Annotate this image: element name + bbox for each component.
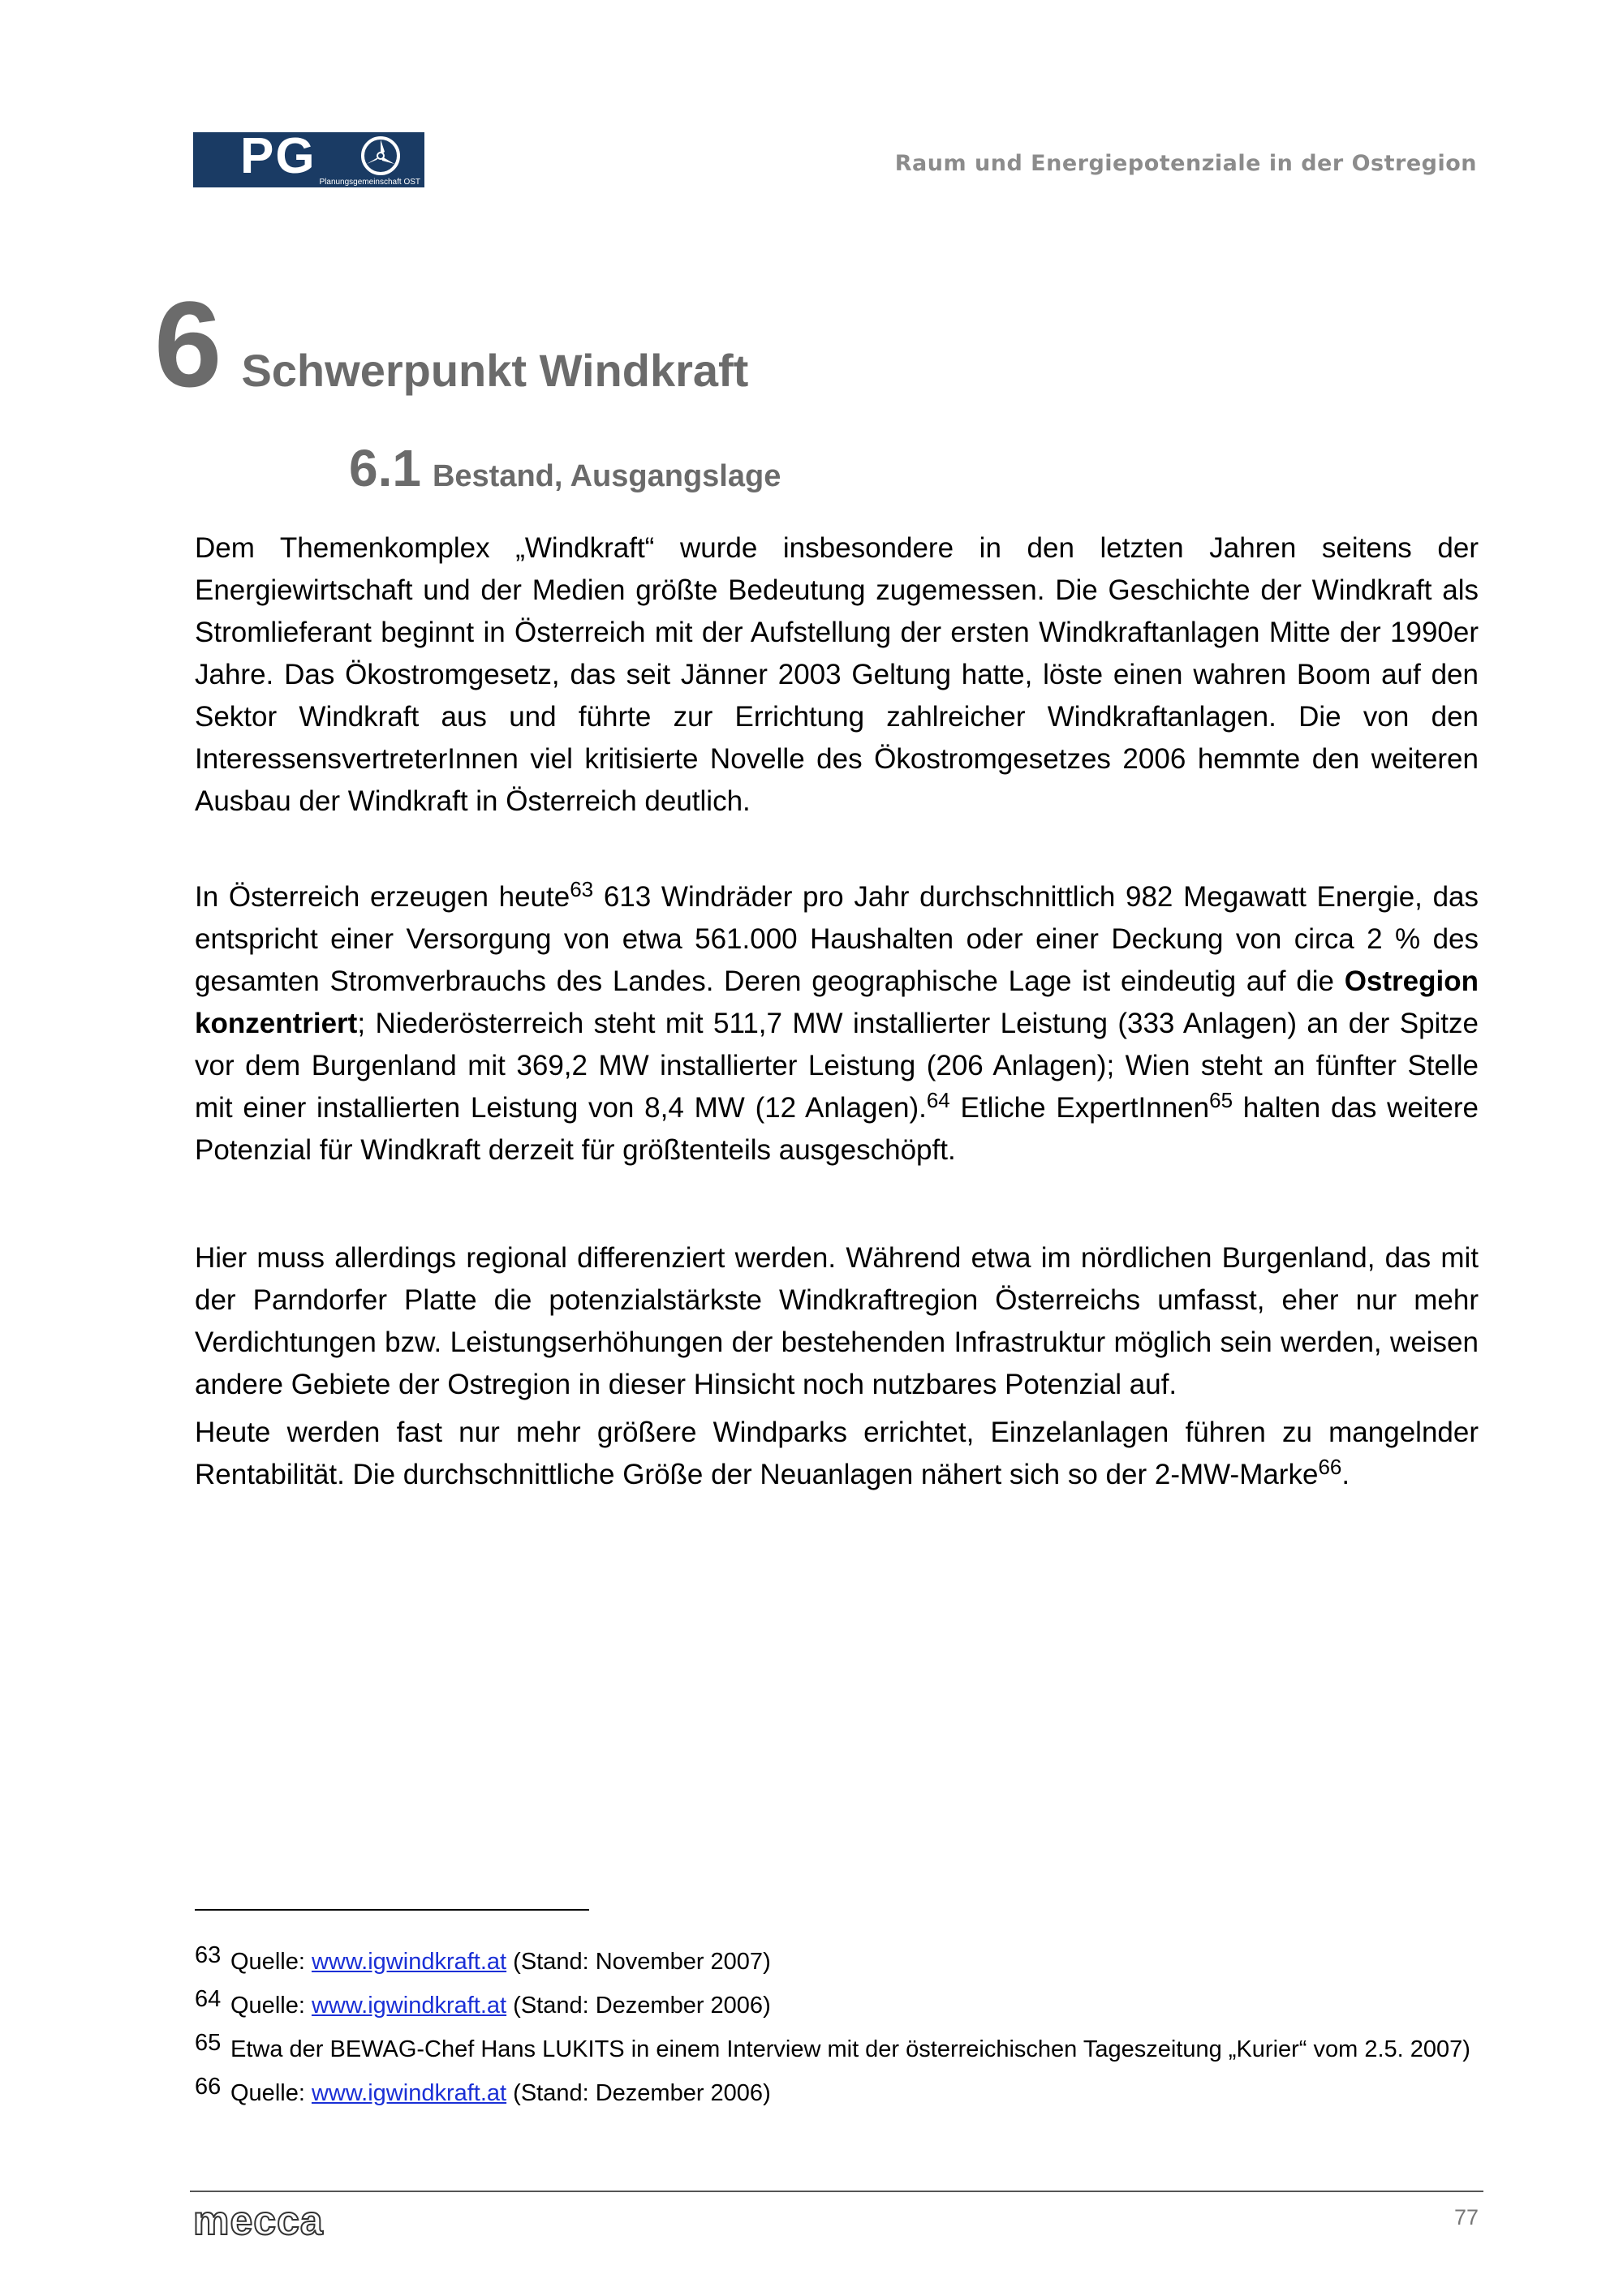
- footnote-64: [195, 1986, 1479, 2022]
- chapter-heading: [154, 274, 748, 415]
- footnote-number: 66: [195, 2074, 222, 2100]
- footnote-text: Quelle:: [230, 2080, 312, 2106]
- section-number: 6.1: [349, 439, 421, 497]
- paragraph-2-text-d: Etliche ExpertInnen: [949, 1092, 1210, 1124]
- footnote-ref-66[interactable]: 66: [1318, 1455, 1342, 1479]
- paragraph-4-text-b: .: [1341, 1459, 1350, 1490]
- paragraph-2: [195, 876, 1479, 1172]
- footnote-65: [195, 2030, 1479, 2066]
- chapter-title: Schwerpunkt Windkraft: [241, 345, 749, 396]
- paragraph-2-bold: Ostregion konzentriert: [195, 965, 1479, 1039]
- section-title: Bestand, Ausgangslage: [432, 459, 781, 493]
- paragraph-2-text-c: ; Niederösterreich steht mit 511,7 MW installierter Leistung (333 Anlagen) an der Spitze vor dem Burgenland mit 369,2 MW installierter Leistung (206 Anlagen); Wien steht an fünfter Stelle mit einer installierten Leistung von 8,4 MW (12 Anlagen).: [195, 1008, 1479, 1124]
- page-number: 77: [1453, 2205, 1479, 2229]
- paragraph-4: [195, 1412, 1479, 1496]
- wind-turbine-icon: [360, 135, 401, 176]
- footnote-63: [195, 1942, 1479, 1978]
- footnote-66: [195, 2074, 1479, 2109]
- footnote-text: (Stand: November 2007): [506, 1949, 771, 1975]
- footnote-text: (Stand: Dezember 2006): [506, 1993, 771, 2019]
- footnote-link[interactable]: www.igwindkraft.at: [311, 1993, 507, 2019]
- paragraph-4-text-a: Heute werden fast nur mehr größere Windparks errichtet, Einzelanlagen führen zu mangelnder Rentabilität. Die durchschnittliche Größe der Neuanlagen nähert sich so der 2-MW-Marke: [195, 1417, 1479, 1490]
- footnote-ref-63[interactable]: 63: [570, 877, 594, 901]
- footnote-divider: [195, 1909, 589, 1911]
- pgo-logo: [193, 128, 424, 187]
- footnote-text: Etwa der BEWAG-Chef Hans LUKITS in einem Interview mit der österreichischen Tageszeitung „Kurier“ vom 2.5. 2007): [230, 2036, 1470, 2062]
- footnote-text: Quelle:: [230, 1993, 312, 2019]
- footnote-text: Quelle:: [230, 1949, 312, 1975]
- logo-letters: PG: [240, 128, 316, 184]
- footnote-number: 64: [195, 1986, 222, 2012]
- footnotes: [195, 1942, 1479, 2121]
- footer-divider: [190, 2191, 1483, 2192]
- footnote-ref-64[interactable]: 64: [926, 1088, 950, 1112]
- footnote-number: 63: [195, 1942, 222, 1968]
- footnote-ref-65[interactable]: 65: [1209, 1088, 1233, 1112]
- footnote-number: 65: [195, 2030, 222, 2056]
- paragraph-1: Dem Themenkomplex „Windkraft“ wurde insbesondere in den letzten Jahren seitens der Energiewirtschaft und der Medien größte Bedeutung zugemessen. Die Geschichte der Windkraft als Stromlieferant beginnt in Österreich mit der Aufstellung der ersten Windkraftanlagen Mitte der 1990er Jahre. Das Ökostromgesetz, das seit Jänner 2003 Geltung hatte, löste einen wahren Boom auf den Sektor Windkraft aus und führte zur Errichtung zahlreicher Windkraftanlagen. Die von den InteressensvertreterInnen viel kritisierte Novelle des Ökostromgesetzes 2006 hemmte den weiteren Ausbau der Windkraft in Österreich deutlich.: [195, 532, 1479, 817]
- logo-subtitle: Planungsgemeinschaft OST: [319, 178, 420, 187]
- header-title: Raum und Energiepotenziale in der Ostregion: [894, 151, 1477, 176]
- footnote-link[interactable]: www.igwindkraft.at: [311, 1949, 507, 1975]
- mecca-logo: mecca: [193, 2198, 324, 2243]
- chapter-number: 6: [154, 276, 222, 412]
- paragraph-3: Hier muss allerdings regional differenziert werden. Während etwa im nördlichen Burgenland, das mit der Parndorfer Platte die potenzialstärkste Windkraftregion Österreichs umfasst, eher nur mehr Verdichtungen bzw. Leistungserhöhungen der bestehenden Infrastruktur möglich sein werden, weisen andere Gebiete der Ostregion in dieser Hinsicht noch nutzbares Potenzial auf.: [195, 1242, 1479, 1400]
- footnote-text: (Stand: Dezember 2006): [506, 2080, 771, 2106]
- section-heading: [349, 438, 781, 498]
- footnote-link[interactable]: www.igwindkraft.at: [311, 2080, 507, 2106]
- paragraph-2-text-a: In Österreich erzeugen heute: [195, 881, 570, 913]
- paragraph-2-text-e: halten das weitere Potenzial für Windkraft derzeit für größtenteils ausgeschöpft.: [195, 1092, 1479, 1166]
- paragraph-2-text-b: 613 Windräder pro Jahr durchschnittlich 982 Megawatt Energie, das entspricht einer Versorgung von etwa 561.000 Haushalten oder einer Deckung von circa 2 % des gesamten Stromverbrauchs des Landes. Deren geographische Lage ist eindeutig auf die: [195, 881, 1479, 997]
